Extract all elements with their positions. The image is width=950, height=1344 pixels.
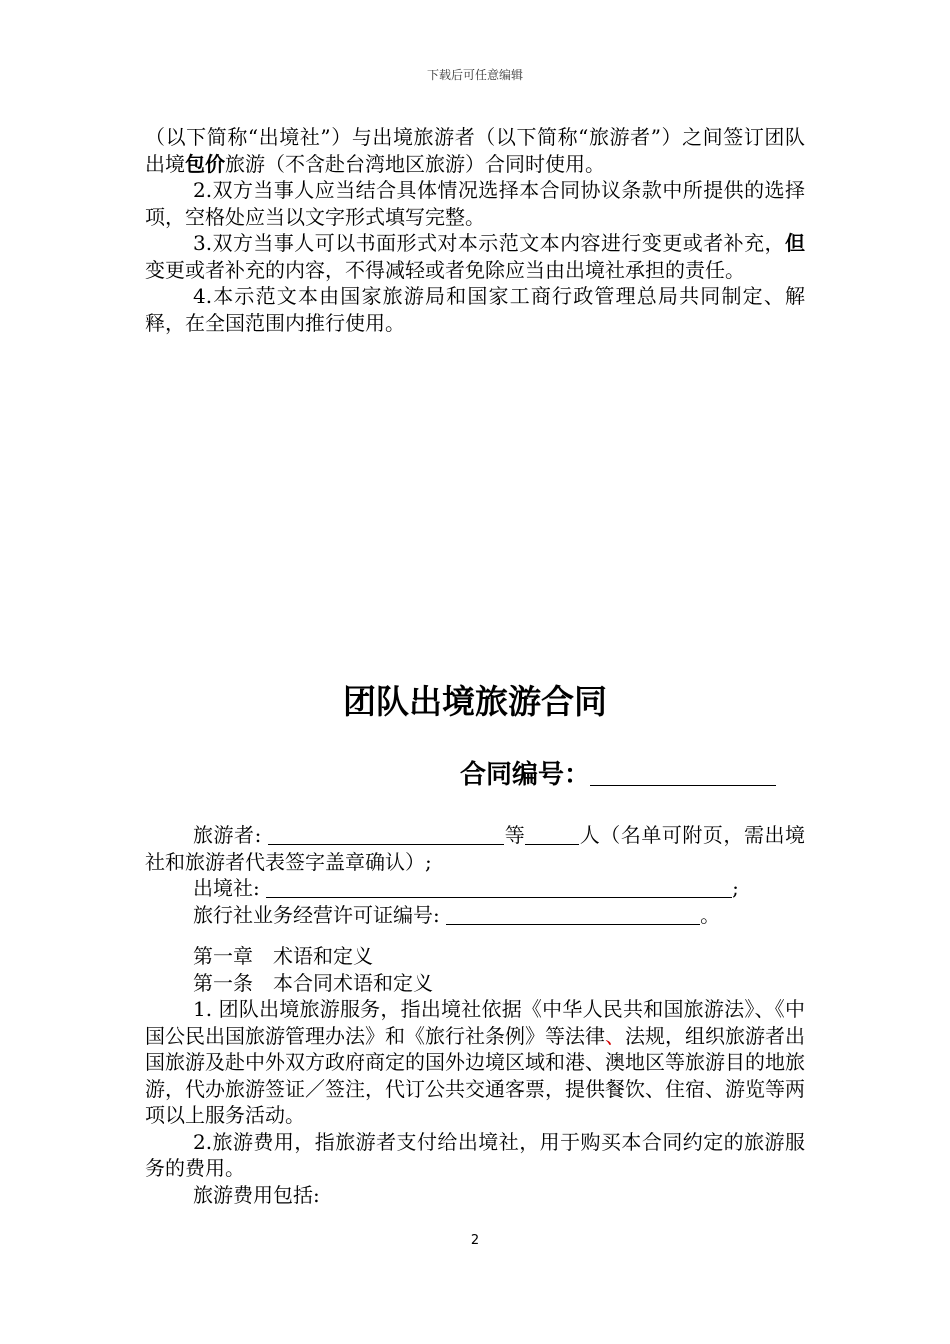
intro-p1-text: （以下简称“出境社”）与出境旅游者（以下简称“旅游者”）之间签订团队出境 bbox=[145, 125, 805, 176]
tourist-tail-text: 人（名单可附页，需出境社和旅游者代表签字盖章确认）; bbox=[145, 823, 806, 874]
agency-label: 出境社: bbox=[193, 876, 260, 900]
agency-tail-text: ; bbox=[732, 876, 739, 900]
definition-item-1 bbox=[145, 996, 805, 1129]
tourist-count-blank[interactable] bbox=[525, 824, 579, 845]
chapter-title: 第一章 术语和定义 bbox=[193, 944, 373, 968]
definition-item-2: 2.旅游费用，指旅游者支付给出境社，用于购买本合同约定的旅游服务的费用。 bbox=[145, 1129, 805, 1180]
intro-p3-bold: 但 bbox=[785, 231, 805, 255]
chapter-section bbox=[145, 943, 805, 1208]
item1-red-mark: 、 bbox=[605, 1023, 625, 1048]
license-line bbox=[145, 902, 805, 929]
contract-number-blank[interactable] bbox=[590, 765, 776, 786]
intro-p3-text-2: 变更或者补充的内容，不得减轻或者免除应当由出境社承担的责任。 bbox=[145, 257, 745, 282]
intro-section bbox=[145, 124, 805, 336]
tourist-label: 旅游者: bbox=[193, 823, 262, 847]
license-label: 旅行社业务经营许可证编号: bbox=[193, 902, 440, 927]
license-tail-text: 。 bbox=[700, 902, 721, 927]
intro-paragraph-1 bbox=[145, 124, 805, 177]
intro-paragraph-3 bbox=[145, 230, 805, 283]
contract-number-row bbox=[460, 754, 776, 791]
item1-text: 1. 团队出境旅游服务，指出境社依据《中华人民共和国旅游法》、《中国公民出国旅游管理办法》和《旅行社条例》等法律 bbox=[145, 997, 805, 1048]
article-title: 第一条 本合同术语和定义 bbox=[193, 970, 433, 995]
definition-item-3: 旅游费用包括: bbox=[193, 1182, 320, 1207]
tourist-line bbox=[145, 822, 805, 875]
page-header: 下载后可任意编辑 bbox=[426, 68, 523, 82]
page-number: 2 bbox=[470, 1233, 480, 1248]
intro-paragraph-4: 4.本示范文本由国家旅游局和国家工商行政管理总局共同制定、解释，在全国范围内推行使用。 bbox=[145, 284, 805, 335]
intro-p1-text-2: 旅游（不含赴台湾地区旅游）合同时使用。 bbox=[225, 151, 605, 176]
intro-paragraph-2: 2.双方当事人应当结合具体情况选择本合同协议条款中所提供的选择项，空格处应当以文字形式填写完整。 bbox=[145, 178, 805, 229]
intro-p1-bold: 包价 bbox=[185, 151, 225, 176]
parties-section bbox=[145, 822, 805, 928]
contract-title: 团队出境旅游合同 bbox=[343, 682, 607, 721]
license-number-blank[interactable] bbox=[446, 904, 700, 925]
tourist-mid-text: 等 bbox=[504, 823, 526, 847]
agency-line bbox=[145, 875, 805, 902]
intro-p3-text: 3.双方当事人可以书面形式对本示范文本内容进行变更或者补充， bbox=[193, 231, 785, 255]
agency-name-blank[interactable] bbox=[266, 877, 732, 898]
contract-number-label: 合同编号： bbox=[460, 760, 591, 790]
item1-text-2: 法规，组织旅游者出国旅游及赴中外双方政府商定的国外边境区域和港、澳地区等旅游目的地旅游，代办旅游签证／签注，代订公共交通客票，提供餐饮、住宿、游览等两项以上服务活动。 bbox=[145, 1023, 805, 1127]
tourist-name-blank[interactable] bbox=[268, 824, 504, 845]
